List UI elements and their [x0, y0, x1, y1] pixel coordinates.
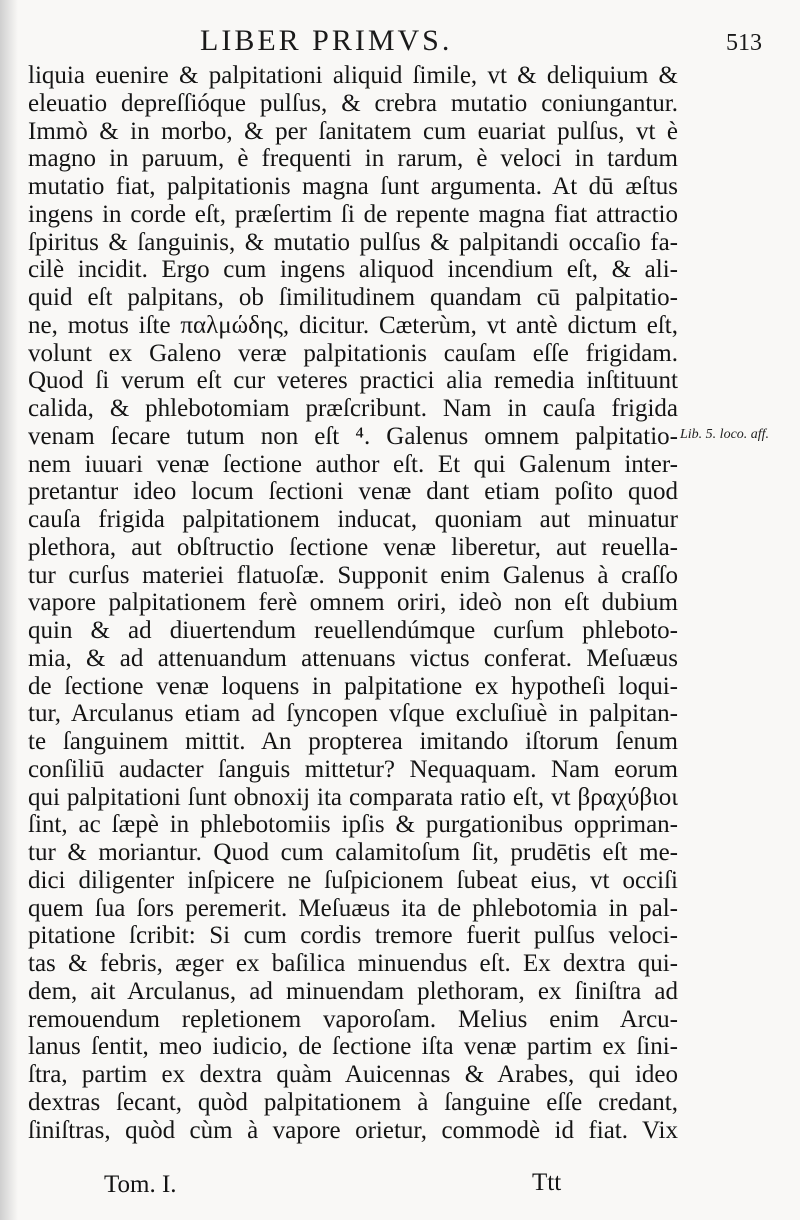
page-number: 513 [726, 30, 762, 56]
text-line: pretantur ideo locum ſectioni venæ dant etiam poſito quod [28, 478, 678, 506]
running-title: LIBER PRIMVS. [200, 24, 453, 57]
text-line: quem ſua ſors peremerit. Meſuæus ita de phlebotomia in pal- [28, 894, 678, 922]
text-line: eleuatio depreſſióque pulſus, & crebra mutatio coniungantur. [28, 89, 678, 117]
text-line: ſiniſtras, quòd cùm à vapore orietur, commodè id fiat. Vix [28, 1116, 678, 1144]
text-line: mia, & ad attenuandum attenuans victus conferat. Meſuæus [28, 644, 678, 672]
text-line: dici diligenter inſpicere ne ſuſpicionem ſubeat eius, vt occiſi [28, 866, 678, 894]
text-line: volunt ex Galeno veræ palpitationis cauſam eſſe frigidam. [28, 339, 678, 367]
text-line: Quod ſi verum eſt cur veteres practici alia remedia inſtituunt [28, 367, 678, 395]
text-line: quin & ad diuertendum reuellendúmque curſum phleboto- [28, 617, 678, 644]
text-line: ſtra, partim ex dextra quàm Auicennas & Arabes, qui ideo [28, 1061, 678, 1088]
text-line: Immò & in morbo, & per ſanitatem cum euariat pulſus, vt è [28, 117, 678, 145]
text-line: dextras ſecant, quòd palpitationem à ſanguine eſſe credant, [28, 1088, 678, 1116]
page-footer [0, 1168, 800, 1204]
text-line: tur curſus materiei flatuoſæ. Supponit enim Galenus à craſſo [28, 561, 678, 589]
text-line: magno in paruum, è frequenti in rarum, è veloci in tardum [28, 145, 678, 173]
text-line: ingens in corde eſt, præſertim ſi de repente magna fiat attractio [28, 200, 678, 228]
volume-label: Tom. I. [104, 1171, 177, 1198]
text-line: ne, motus iſte παλμώδης, dicitur. Cæterùm, vt antè dictum eſt, [28, 311, 678, 339]
text-line: qui palpitationi ſunt obnoxij ita comparata ratio eſt, vt βραχύβιοι [28, 783, 678, 811]
text-line: tas & febris, æger ex baſilica minuendus eſt. Ex dextra qui- [28, 950, 678, 977]
text-line: remouendum repletionem vaporoſam. Melius enim Arcu- [28, 1005, 678, 1033]
margin-note: Lib. 5. loco. aff. [680, 427, 770, 442]
text-line: ſint, ac ſæpè in phlebotomiis ipſis & purgationibus oppriman- [28, 811, 678, 839]
text-line: pitatione ſcribit: Si cum cordis tremore fuerit pulſus veloci- [28, 922, 678, 950]
text-line: conſiliū audacter ſanguis mittetur? Nequaquam. Nam eorum [28, 755, 678, 783]
text-line: vapore palpitationem ferè omnem oriri, ideò non eſt dubium [28, 589, 678, 617]
text-line: te ſanguinem mittit. An propterea imitando iſtorum ſenum [28, 728, 678, 755]
text-line: dem, ait Arculanus, ad minuendam plethoram, ex ſiniſtra ad [28, 977, 678, 1005]
text-line: plethora, aut obſtructio ſectione venæ liberetur, aut reuella- [28, 533, 678, 561]
text-line: nem iuuari venæ ſectione author eſt. Et qui Galenum inter- [28, 450, 678, 478]
text-line: tur, Arculanus etiam ad ſyncopen vſque excluſiuè in palpitan- [28, 700, 678, 728]
text-line: calida, & phlebotomiam præſcribunt. Nam in cauſa frigida [28, 395, 678, 422]
signature-mark: Ttt [532, 1169, 562, 1196]
text-line: cauſa frigida palpitationem inducat, quoniam aut minuatur [28, 506, 678, 533]
text-line: mutatio fiat, palpitationis magna ſunt argumenta. At dū æſtus [28, 173, 678, 200]
text-line: ſpiritus & ſanguinis, & mutatio pulſus & palpitandi occaſio fa- [28, 228, 678, 256]
text-line: lanus ſentit, meo iudicio, de ſectione iſta venæ partim ex ſini- [28, 1033, 678, 1061]
text-line: liquia euenire & palpitationi aliquid ſimile, vt & deliquium & [28, 62, 678, 89]
page-gutter-shadow [0, 0, 18, 1220]
body-text [28, 62, 678, 1144]
text-line: de ſectione venæ loquens in palpitatione ex hypotheſi loqui- [28, 672, 678, 700]
text-line: venam ſecare tutum non eſt ⁴. Galenus omnem palpitatio- [28, 422, 678, 450]
text-line: cilè incidit. Ergo cum ingens aliquod incendium eſt, & ali- [28, 256, 678, 284]
page-header [0, 16, 800, 60]
text-line: tur & moriantur. Quod cum calamitoſum ſit, prudētis eſt me- [28, 839, 678, 866]
text-line: quid eſt palpitans, ob ſimilitudinem quandam cū palpitatio- [28, 284, 678, 311]
